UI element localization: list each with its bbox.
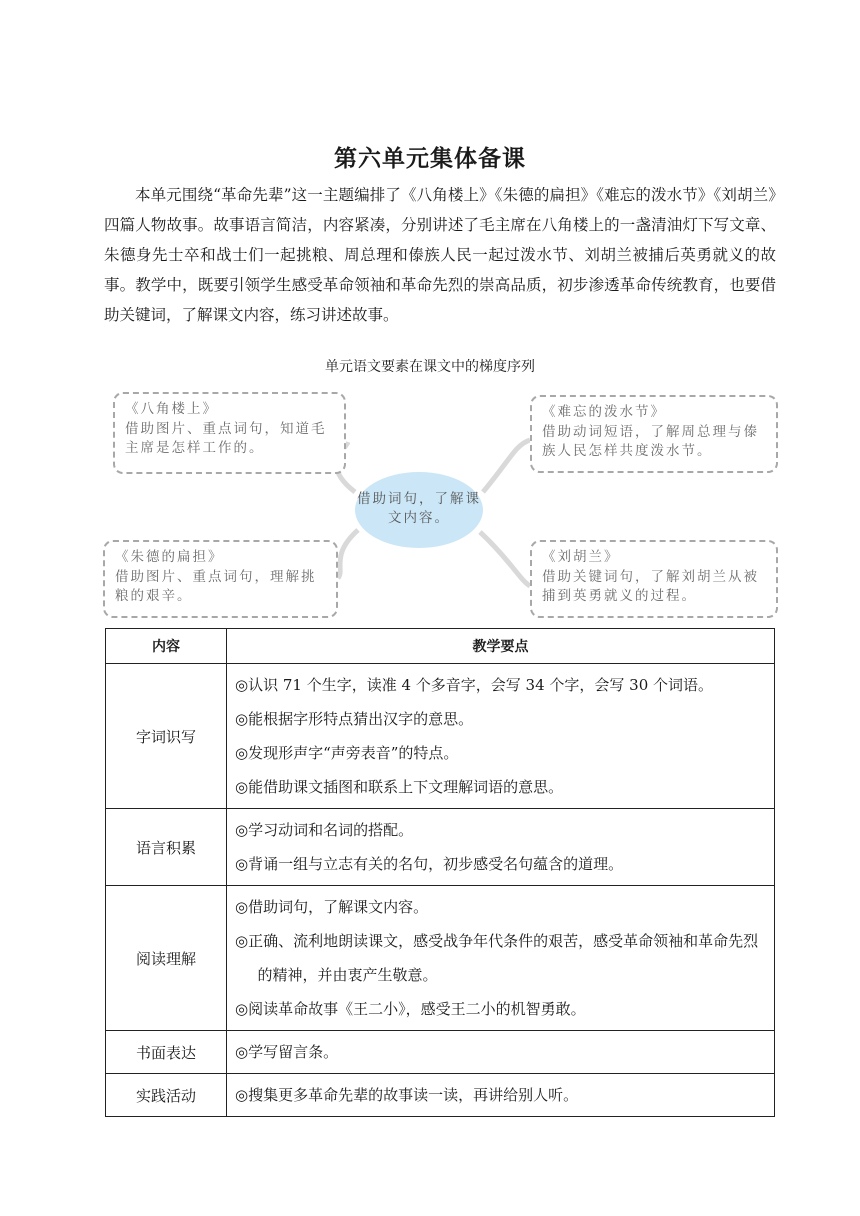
lesson-box-poshuijie <box>530 395 778 473</box>
point-item: ◎借助词句，了解课文内容。 <box>235 898 429 916</box>
lesson-box-liuhulan <box>530 540 778 618</box>
point-item: ◎学习动词和名词的搭配。 <box>235 821 414 839</box>
point-item: ◎发现形声字“声旁表音”的特点。 <box>235 744 459 762</box>
row-category: 实践活动 <box>106 1074 227 1117</box>
row-category: 阅读理解 <box>106 886 227 1031</box>
row-points <box>227 1031 775 1074</box>
lesson-text: 借助动词短语，了解周总理与傣族人民怎样共度泼水节。 <box>542 424 759 459</box>
lesson-box-bajiaolou <box>113 392 346 474</box>
point-item: ◎学写留言条。 <box>235 1043 339 1061</box>
header-points: 教学要点 <box>227 629 775 664</box>
table-row <box>106 1031 775 1074</box>
table-header-row <box>106 629 775 664</box>
intro-text: 本单元围绕“革命先辈”这一主题编排了《八角楼上》《朱德的扁担》《难忘的泼水节》《刘胡兰》四篇人物故事。故事语言简洁，内容紧凑，分别讲述了毛主席在八角楼上的一盏清油灯下写文章、朱德身先士卒和战士们一起挑粮、周总理和傣族人民一起过泼水节、刘胡兰被捕后英勇就义的故事。教学中，既要引领学生感受革命领袖和革命先烈的崇高品质，初步渗透革命传统教育，也要借助关键词，了解课文内容，练习讲述故事。 <box>104 186 776 324</box>
table-row <box>106 809 775 886</box>
point-item: ◎背诵一组与立志有关的名句，初步感受名句蕴含的道理。 <box>235 855 624 873</box>
row-category: 字词识写 <box>106 664 227 809</box>
lesson-text: 借助图片、重点词句，理解挑粮的艰辛。 <box>115 569 317 604</box>
row-points <box>227 809 775 886</box>
lesson-title: 《八角楼上》 <box>125 401 218 417</box>
mind-map <box>100 380 780 625</box>
row-category: 书面表达 <box>106 1031 227 1074</box>
point-item: ◎搜集更多革命先辈的故事读一读，再讲给别人听。 <box>235 1086 579 1104</box>
point-item: ◎认识 71 个生字，读准 4 个多音字，会写 34 个字，会写 30 个词语。 <box>235 676 714 694</box>
lesson-box-zhude <box>103 540 338 618</box>
table-row <box>106 1074 775 1117</box>
point-item: ◎能借助课文插图和联系上下文理解词语的意思。 <box>235 778 564 796</box>
lesson-title: 《刘胡兰》 <box>542 549 620 565</box>
lesson-text: 借助关键词句，了解刘胡兰从被捕到英勇就义的过程。 <box>542 569 759 604</box>
row-category: 语言积累 <box>106 809 227 886</box>
table-row <box>106 664 775 809</box>
lesson-text: 借助图片、重点词句，知道毛主席是怎样工作的。 <box>125 421 327 456</box>
row-points <box>227 886 775 1031</box>
table-row <box>106 886 775 1031</box>
teaching-points-table <box>105 628 775 1117</box>
center-bubble: 借助词句，了解课文内容。 <box>355 472 483 548</box>
point-item: ◎正确、流利地朗读课文，感受战争年代条件的艰苦，感受革命领袖和革命先烈的精神，并由衷产生敬意。 <box>235 932 759 984</box>
lesson-title: 《难忘的泼水节》 <box>542 404 666 420</box>
lesson-title: 《朱德的扁担》 <box>115 549 224 565</box>
point-item: ◎阅读革命故事《王二小》，感受王二小的机智勇敢。 <box>235 1000 586 1018</box>
page-title: 第六单元集体备课 <box>334 146 526 172</box>
header-content: 内容 <box>106 629 227 664</box>
point-item: ◎能根据字形特点猜出汉字的意思。 <box>235 710 474 728</box>
row-points <box>227 664 775 809</box>
diagram-caption: 单元语文要素在课文中的梯度序列 <box>325 359 535 375</box>
intro-paragraph <box>104 180 776 330</box>
row-points <box>227 1074 775 1117</box>
